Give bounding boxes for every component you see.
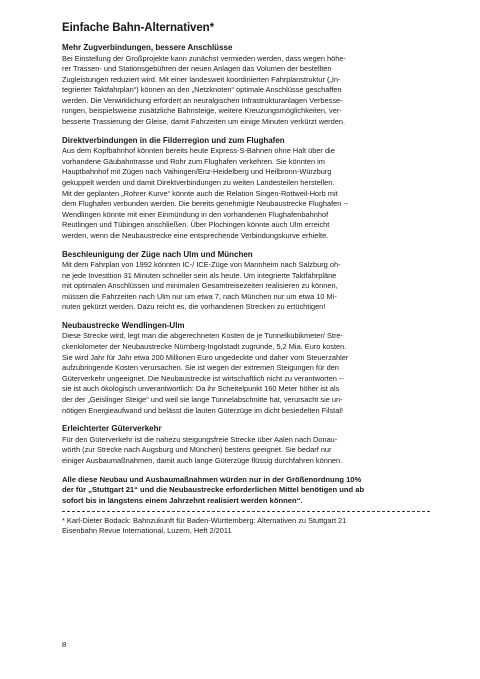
paragraph-line: Mit der geplanten „Rohrer Kurve“ könnte auch die Relation Singen-Rottweil-Horb mit <box>62 188 338 198</box>
section <box>62 250 430 313</box>
page-number: 8 <box>62 640 67 649</box>
footnote-divider <box>62 511 430 512</box>
footnote-line: * Karl-Dieter Bodack: Bahnzukunft für Baden-Württemberg: Alternativen zu Stuttgart 21 <box>62 515 347 525</box>
closing-line: der für „Stuttgart 21“ und die Neubaustrecke erforderlichen Mittel benötigen und ab <box>62 485 365 495</box>
paragraph-line: einiger Ausbaumaßnahmen, damit auch lange Güterzüge flüssig durchfahren können. <box>62 455 343 465</box>
paragraph-line: wörth (zur Strecke nach Augsburg und München) bestens geeignet. Sie bedarf nur <box>62 445 332 455</box>
paragraph-line: werden. Die Verwirklichung erfordert an neuralgischen Infrastrukturanlagen Verbesse- <box>62 95 343 105</box>
paragraph-line: rungen, beispielsweise zusätzliche Bahnsteige, weitere Kreuzungsmöglichkeiten, ver- <box>62 106 342 116</box>
paragraph-line: ckenkilometer der Neubaustrecke Nürnberg-Ingolstadt zugrunde, 5,2 Mia. Euro kosten. <box>62 342 347 352</box>
section <box>62 321 430 416</box>
closing-line: sofort bis in längstens einem Jahrzehnt realisiert werden können“. <box>62 496 303 506</box>
footnote-line: Eisenbahn Revue International, Luzern, Heft 2/2011 <box>62 526 232 536</box>
paragraph-line: der der „Geislinger Steige“ und weil sie lange Tunnelabschnitte hat, verursacht sie un- <box>62 395 343 405</box>
section-heading: Neubaustrecke Wendlingen-Ulm <box>62 320 185 330</box>
paragraph-line: gekuppelt werden und damit Direktverbindungen zu weiten Landesteilen herstellen. <box>62 177 335 187</box>
section <box>62 424 430 466</box>
paragraph-line: Für den Güterverkehr ist die nahezu steigungsfreie Strecke über Aalen nach Donau- <box>62 434 338 444</box>
sections-container <box>62 43 430 467</box>
page-title: Einfache Bahn-Alternativen* <box>62 22 214 34</box>
closing-line: Alle diese Neubau und Ausbaumaßnahmen würden nur in der Größenordnung 10% <box>62 474 362 484</box>
section-paragraph <box>62 260 430 313</box>
paragraph-line: rer Trassen- und Stationsgebühren der neuen Anlagen das Volumen der bestellten <box>62 64 332 74</box>
paragraph-line: mit optimalen Anschlüssen und minimalen Gesamtreisezeiten realisieren zu können, <box>62 281 338 291</box>
section-heading: Erleichterter Güterverkehr <box>62 424 162 434</box>
section-paragraph <box>62 331 430 416</box>
paragraph-line: ne jede Investition 31 Minuten schneller sein als heute. Um integrierte Taktfahrpläne <box>62 270 337 280</box>
section <box>62 136 430 242</box>
paragraph-line: besserte Trassierung der Gleise, damit Fahrzeiten um einige Minuten verkürzt werden. <box>62 117 346 127</box>
paragraph-line: tegrierter Taktfahrplan“) können an den „Netzknoten“ optimale Anschlüsse geschaffen <box>62 85 342 95</box>
section-heading: Beschleunigung der Züge nach Ulm und München <box>62 249 253 259</box>
paragraph-line: Bei Einstellung der Großprojekte kann zunächst vermieden werden, dass wegen höhe- <box>62 53 346 63</box>
paragraph-line: aufzubringende Kosten verursachen. Sie ist wegen der extremen Steigungen für den <box>62 363 339 373</box>
section-heading: Mehr Zugverbindungen, bessere Anschlüsse <box>62 43 233 52</box>
section-paragraph <box>62 54 430 128</box>
paragraph-line: dem Flughafen verbunden werden. Die bereits genehmigte Neubaustrecke Flughafen -- <box>62 199 349 209</box>
closing-statement <box>62 475 430 507</box>
paragraph-line: Güterverkehr ungeeignet. Die Neubaustrecke ist wirtschaftlich nicht zu verantworten -- <box>62 373 344 383</box>
paragraph-line: Wendlingen könnte mit einer Einmündung in den vorhandenen Flughafenbahnhof <box>62 209 329 219</box>
paragraph-line: werden, wenn die Neubaustrecke eine entsprechende Verbindungskurve erhielte. <box>62 230 329 240</box>
paragraph-line: Hauptbahnhof mit Zügen nach Vaihingen/Enz-Heidelberg und Heilbronn-Würzburg <box>62 167 332 177</box>
paragraph-line: müssen die Fahrzeiten nach Ulm nur um etwa 7, nach München nur um etwa 10 Mi- <box>62 291 337 301</box>
section <box>62 43 430 128</box>
paragraph-line: nuten gekürzt werden. Dazu reicht es, die vorhandenen Strecken zu ertüchtigen! <box>62 302 326 312</box>
paragraph-line: sie ist auch ökologisch unverantwortlich: Da ihr Scheitelpunkt 160 Meter höher ist als <box>62 384 340 394</box>
paragraph-line: Sie wird Jahr für Jahr etwa 200 Millionen Euro ungedeckte und daher vom Steuerzahler <box>62 352 349 362</box>
paragraph-line: Reutlingen und Tübingen anschließen. Über Plochingen könnte auch Ulm erreicht <box>62 220 330 230</box>
paragraph-line: Zugleistungen reduziert wird. Mit einer landesweit koordinierten Fahrplanstruktur („In- <box>62 74 341 84</box>
section-paragraph <box>62 146 430 241</box>
paragraph-line: Mit dem Fahrplan von 1992 könnten IC-/ ICE-Züge von Mannheim nach Salzburg oh- <box>62 260 341 269</box>
section-heading: Direktverbindungen in die Filderregion und zum Flughafen <box>62 135 285 145</box>
paragraph-line: Aus dem Kopfbahnhof könnten bereits heute Express-S-Bahnen ohne Halt über die <box>62 146 335 156</box>
section-paragraph <box>62 435 430 467</box>
document-page <box>62 22 430 537</box>
footnote <box>62 516 430 537</box>
paragraph-line: Diese Strecke wird, legt man die abgerechneten Kosten de je Tunnelkubikmeter/ Stre- <box>62 331 343 341</box>
paragraph-line: vorhandene Gäubahntrasse und Rohr zum Flughafen verkehren. Sie könnten im <box>62 156 325 166</box>
paragraph-line: nötigen Energieaufwand und belässt die lauten Güterzüge im dicht besiedelten Filstal! <box>62 405 344 415</box>
